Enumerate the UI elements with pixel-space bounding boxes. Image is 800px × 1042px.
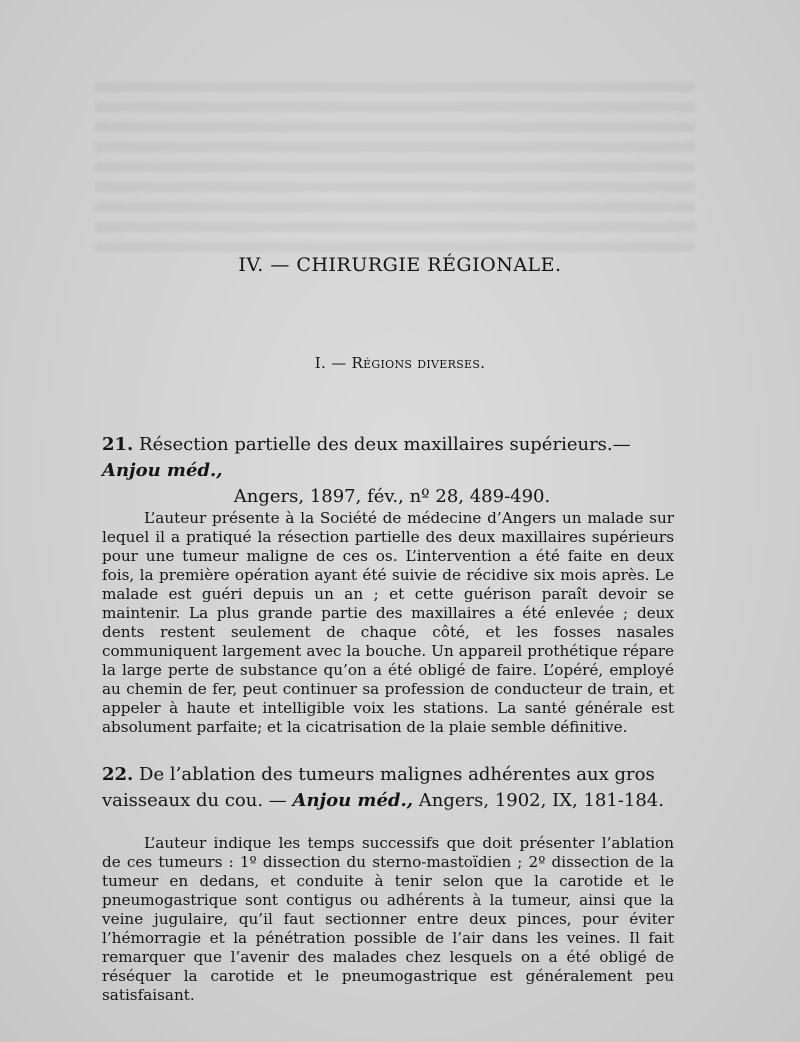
- entry-journal: Anjou méd.,: [102, 460, 223, 481]
- entry-21-title: [102, 432, 682, 510]
- entry-title-text: Résection partielle des deux maxillaires supérieurs.—: [133, 434, 631, 455]
- chapter-title: IV. — CHIRURGIE RÉGIONALE.: [238, 254, 562, 276]
- subsection-heading: [0, 354, 800, 372]
- entry-reference: Angers, 1902, IX, 181-184.: [413, 790, 664, 811]
- abstract-paragraph: L’auteur présente à la Société de médecine d’Angers un malade sur lequel il a pratiqué la résection partielle des deux maxillaires supérieurs pour une tumeur maligne de ces os. L’intervention a été faite en deux fois, la première opération ayant été suivie de récidive six mois après. Le malade est guéri depuis un an ; et cette guérison paraît devoir se maintenir. La plus grande partie des maxillaires a été enlevée ; deux dents restent seulement de chaque côté, et les fosses nasales communiquent largement avec la bouche. Un appareil prothétique répare la large perte de substance qu’on a été obligé de faire. L’opéré, employé au chemin de fer, peut continuer sa profession de conducteur de train, et appeler à haute et intelligible voix les stations. La santé générale est absolument parfaite; et la cicatrisation de la plaie semble définitive.: [102, 509, 674, 736]
- entry-number: 21.: [102, 434, 134, 455]
- entry-reference: Angers, 1897, fév., nº 28, 489-490.: [233, 486, 551, 507]
- entry-title-text: De l’ablation des tumeurs malignes adhérentes aux gros vaisseaux du cou. —: [102, 764, 655, 811]
- abstract-paragraph: L’auteur indique les temps successifs que doit présenter l’ablation de ces tumeurs : 1º dissection du sterno-mastoïdien ; 2º dissection de la tumeur en dedans, et conduite à tenir selon que la carotide et le pneumogastrique sont contigus ou adhérents à la tumeur, ainsi que la veine jugulaire, qu’il faut sectionner entre deux pinces, pour éviter l’hémorragie et la pénétration possible de l’air dans les veines. Il fait remarquer que l’avenir des malades chez lesquels on a été obligé de réséquer la carotide et le pneumogastrique est généralement peu satisfaisant.: [102, 834, 674, 1004]
- entry-journal: Anjou méd.,: [292, 790, 414, 811]
- entry-number: 22.: [102, 764, 134, 785]
- subsection-title: Régions diverses.: [351, 354, 486, 372]
- entry-22-abstract: [102, 834, 674, 1005]
- bleed-through-text: [95, 82, 695, 252]
- entry-21-abstract: [102, 509, 674, 737]
- subsection-number: I. —: [314, 354, 352, 372]
- entry-22-title: [102, 762, 682, 814]
